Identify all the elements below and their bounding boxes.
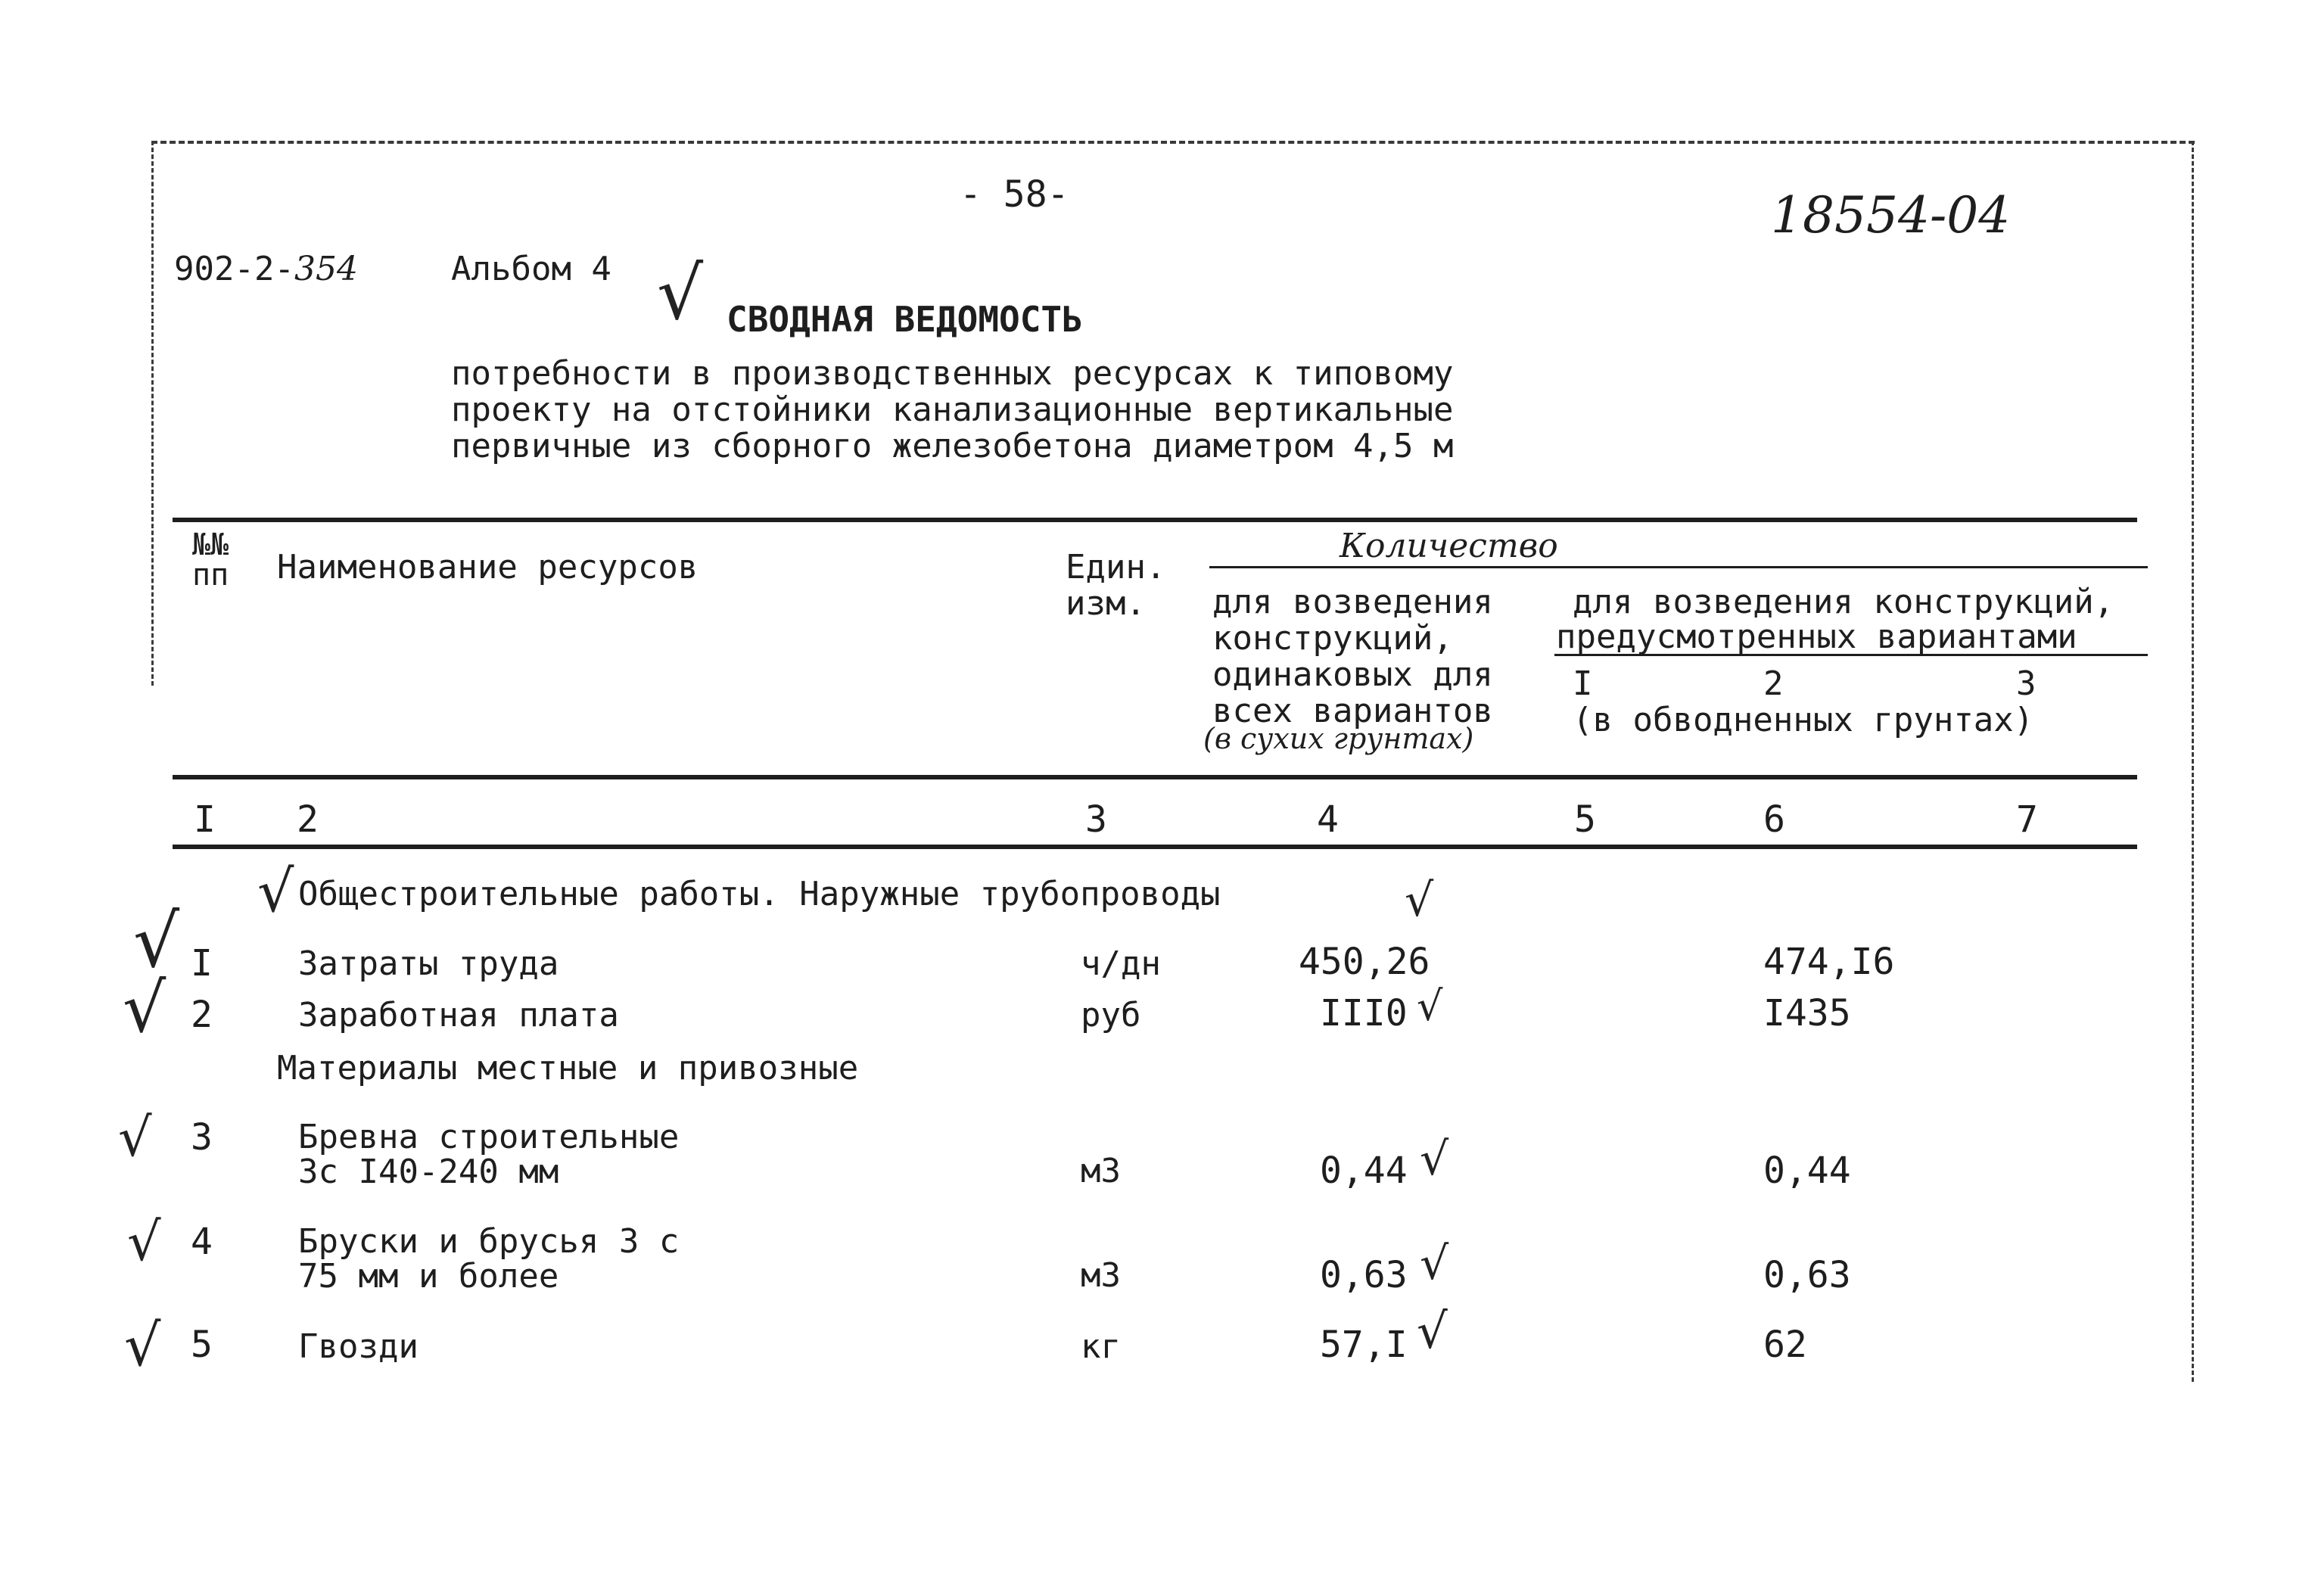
- header-variant-3: 3: [2016, 664, 2037, 703]
- header-variants: для возведения конструкций,: [1573, 583, 2114, 621]
- row-4-name: Бруски и брусья 3 с 75 мм и более: [298, 1222, 680, 1296]
- check-mark-icon: √: [1417, 1304, 1448, 1360]
- row-4-number: 4: [191, 1221, 213, 1263]
- row-4-variant-2: 0,63: [1763, 1254, 1851, 1296]
- title-line-3: первичные из сборного железобетона диаметром 4,5 м: [451, 427, 1454, 465]
- row-5-variant-2: 62: [1763, 1324, 1807, 1366]
- frame-top-border: [151, 141, 2195, 144]
- header-variant-note: (в обводненных грунтах): [1573, 701, 2034, 739]
- archive-number: 18554-04: [1771, 186, 2011, 244]
- row-3-name: Бревна строительные 3с I40-240 мм: [298, 1118, 680, 1191]
- check-mark-icon: √: [1405, 874, 1434, 927]
- row-5-common: 57,I: [1320, 1324, 1408, 1366]
- column-number-4: 4: [1317, 798, 1339, 841]
- row-5-unit: кг: [1081, 1327, 1121, 1366]
- row-1-name: Затраты труда: [298, 944, 559, 983]
- row-1-variant-2: 474,I6: [1763, 941, 1895, 983]
- row-4-unit: м3: [1081, 1256, 1121, 1295]
- header-unit: Един. изм.: [1066, 548, 1166, 623]
- doc-code-print: 902-2-: [174, 250, 294, 288]
- column-number-1: I: [194, 798, 216, 841]
- header-quantity: Количество: [1340, 527, 1558, 565]
- header-variant-2: 2: [1763, 664, 1784, 703]
- quantity-rule: [1209, 566, 2148, 568]
- column-number-2: 2: [297, 798, 319, 841]
- row-1-number: I: [191, 942, 213, 985]
- row-5-name: Гвозди: [298, 1327, 419, 1366]
- header-variant-1: I: [1573, 664, 1593, 703]
- doc-code: [174, 251, 358, 288]
- row-3-unit: м3: [1081, 1152, 1121, 1190]
- section-materials: Материалы местные и привозные: [277, 1049, 859, 1087]
- header-common: для возведения конструкций, одинаковых для всех вариантов: [1212, 583, 1493, 730]
- frame-right-border: [2192, 141, 2194, 1382]
- row-3-variant-2: 0,44: [1763, 1150, 1851, 1192]
- check-mark-icon: √: [118, 1106, 152, 1168]
- check-mark-icon: √: [1420, 1237, 1449, 1290]
- row-5-number: 5: [191, 1324, 213, 1366]
- check-mark-icon: √: [133, 899, 180, 984]
- table-top-rule: [173, 518, 2137, 522]
- column-number-5: 5: [1574, 798, 1596, 841]
- row-1-unit: ч/дн: [1081, 944, 1161, 983]
- row-2-variant-2: I435: [1763, 992, 1851, 1034]
- row-2-unit: руб: [1081, 996, 1141, 1034]
- row-2-name: Заработная плата: [298, 996, 619, 1034]
- check-mark-icon: √: [657, 251, 704, 336]
- row-1-common: 450,26: [1299, 941, 1430, 983]
- page-number: - 58-: [960, 173, 1069, 216]
- check-mark-icon: √: [257, 857, 294, 925]
- check-mark-icon: √: [127, 1211, 161, 1273]
- check-mark-icon: √: [123, 969, 166, 1048]
- column-number-7: 7: [2016, 798, 2038, 841]
- title-line-2: проекту на отстойники канализационные вертикальные: [451, 390, 1454, 429]
- header-name: Наименование ресурсов: [277, 548, 699, 586]
- row-4-common: 0,63: [1320, 1254, 1408, 1296]
- row-2-common: III0: [1320, 992, 1408, 1034]
- row-3-common: 0,44: [1320, 1150, 1408, 1192]
- section-general: Общестроительные работы. Наружные трубопроводы: [298, 875, 1221, 913]
- check-mark-icon: √: [1420, 1133, 1449, 1186]
- row-3-number: 3: [191, 1116, 213, 1159]
- check-mark-icon: √: [124, 1311, 161, 1379]
- column-numbers-rule: [173, 845, 2137, 849]
- header-common-dry-soil: (в сухих грунтах): [1203, 722, 1474, 755]
- row-2-number: 2: [191, 994, 213, 1036]
- column-number-6: 6: [1763, 798, 1785, 841]
- doc-code-handwritten: 354: [294, 250, 358, 288]
- header-variants-line2: предусмотренных вариантами: [1556, 618, 2077, 656]
- check-mark-icon: √: [1417, 982, 1443, 1030]
- column-number-3: 3: [1085, 798, 1107, 841]
- header-number: №№ пп: [192, 527, 229, 593]
- title-main: СВОДНАЯ ВЕДОМОСТЬ: [727, 299, 1083, 340]
- title-line-1: потребности в производственных ресурсах к типовому: [451, 354, 1454, 393]
- frame-left-border: [151, 141, 154, 686]
- header-bottom-rule: [173, 775, 2137, 779]
- album-label: Альбом 4: [451, 250, 611, 288]
